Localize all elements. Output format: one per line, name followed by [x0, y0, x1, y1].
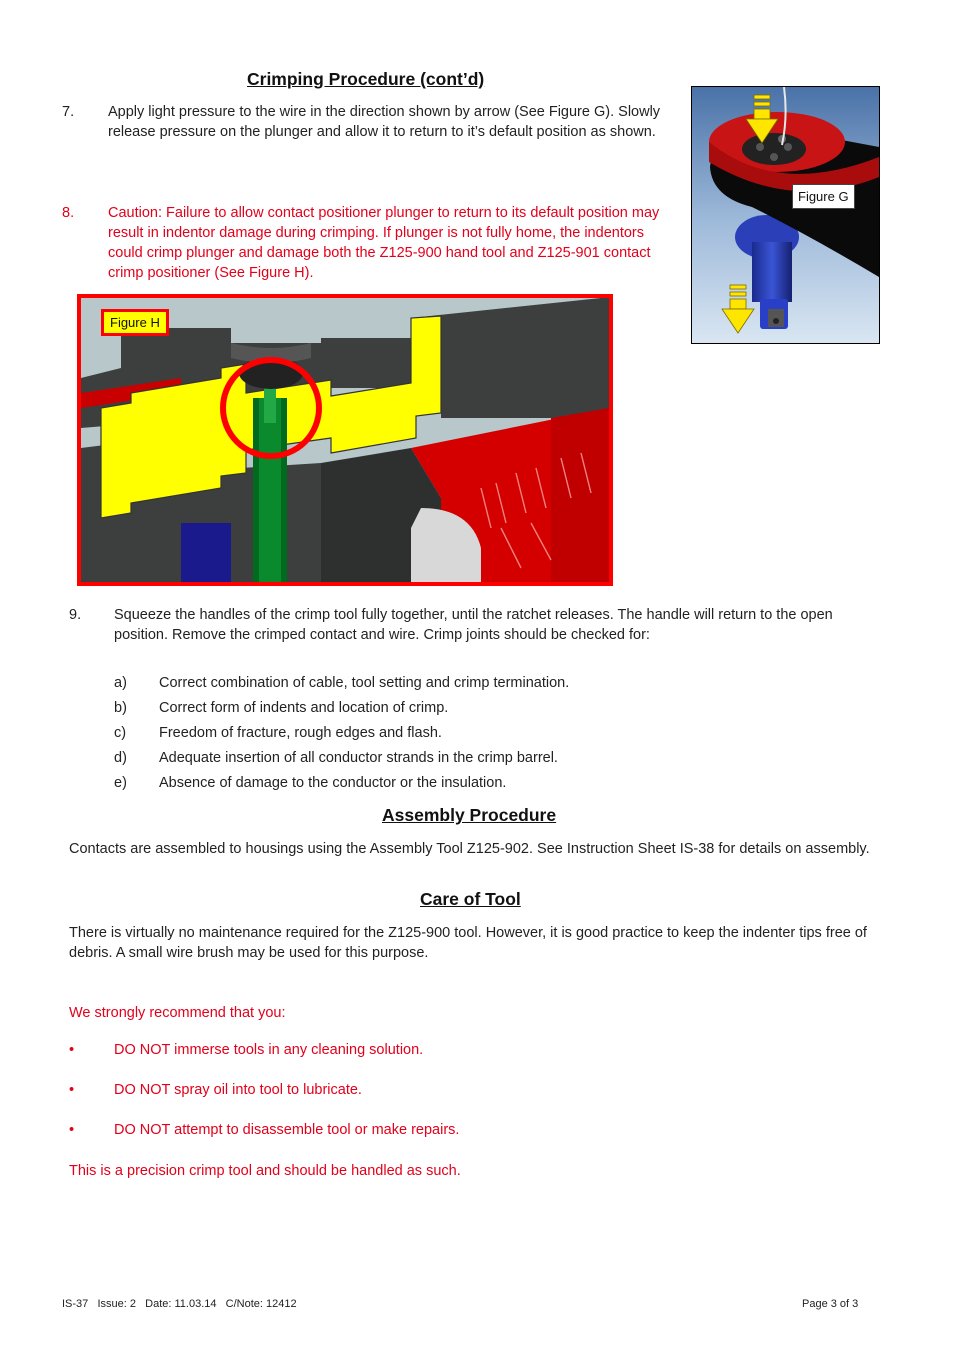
recommend-intro: We strongly recommend that you:: [69, 1005, 286, 1021]
list-item: [114, 700, 814, 720]
list-item-text: Correct form of indents and location of crimp.: [159, 700, 449, 716]
list-item-text: Absence of damage to the conductor or the insulation.: [159, 775, 507, 791]
list-item: [69, 1042, 769, 1062]
list-item-letter: c): [114, 725, 127, 741]
step-7-text: Apply light pressure to the wire in the direction shown by arrow (See Figure G). Slowly release pressure on the plunger and allow it to return to it’s default position as shown.: [108, 104, 661, 140]
list-item-letter: a): [114, 675, 127, 691]
list-item: [69, 1122, 769, 1142]
list-item-letter: b): [114, 700, 127, 716]
heading-assembly-procedure: Assembly Procedure: [382, 805, 557, 825]
step-8-caution-text: Caution: Failure to allow contact positioner plunger to return to its default position may result in indentor damage during crimping. If plunger is not fully home, the indentors could crimp plunger and damage both the Z125-900 hand tool and Z125-901 contact crimp positioner (See Figure H).: [108, 205, 660, 281]
closing-statement: This is a precision crimp tool and should be handled as such.: [69, 1163, 461, 1179]
figure-h-label: Figure H: [101, 309, 169, 336]
step-9-number: 9.: [69, 607, 82, 623]
bullet-icon: •: [69, 1082, 75, 1098]
list-item-text: DO NOT spray oil into tool to lubricate.: [114, 1082, 362, 1098]
bullet-icon: •: [69, 1042, 75, 1058]
list-item-text: Freedom of fracture, rough edges and flash.: [159, 725, 442, 741]
step-9-text: Squeeze the handles of the crimp tool fully together, until the ratchet releases. The handle will return to the open position. Remove the crimped contact and wire. Crimp joints should be checked for:: [114, 607, 833, 643]
figure-g-label: Figure G: [792, 184, 855, 209]
step-7-number: 7.: [62, 104, 75, 120]
list-item-text: Adequate insertion of all conductor strands in the crimp barrel.: [159, 750, 558, 766]
list-item: [114, 750, 814, 770]
list-item: [69, 1082, 769, 1102]
figure-h-image: [77, 294, 613, 586]
figure-g-image: [691, 86, 880, 344]
assembly-text: Contacts are assembled to housings using the Assembly Tool Z125-902. See Instruction Sheet IS-38 for details on assembly.: [69, 841, 870, 857]
list-item-letter: e): [114, 775, 127, 791]
bullet-icon: •: [69, 1122, 75, 1138]
list-item-text: DO NOT attempt to disassemble tool or make repairs.: [114, 1122, 460, 1138]
heading-crimping-procedure: Crimping Procedure (cont’d): [247, 69, 485, 89]
heading-care-of-tool: Care of Tool: [420, 889, 521, 909]
list-item: [114, 675, 814, 695]
care-text: There is virtually no maintenance required for the Z125-900 tool. However, it is good practice to keep the indenter tips free of debris. A small wire brush may be used for this purpose.: [69, 925, 867, 961]
list-item: [114, 725, 814, 745]
step-8-number: 8.: [62, 205, 75, 221]
list-item-text: Correct combination of cable, tool setting and crimp termination.: [159, 675, 570, 691]
list-item-text: DO NOT immerse tools in any cleaning solution.: [114, 1042, 424, 1058]
list-item: [114, 775, 814, 795]
list-item-letter: d): [114, 750, 127, 766]
footer-document-info: IS-37 Issue: 2 Date: 11.03.14 C/Note: 12412: [62, 1298, 297, 1310]
footer-page-number: Page 3 of 3: [802, 1298, 859, 1310]
